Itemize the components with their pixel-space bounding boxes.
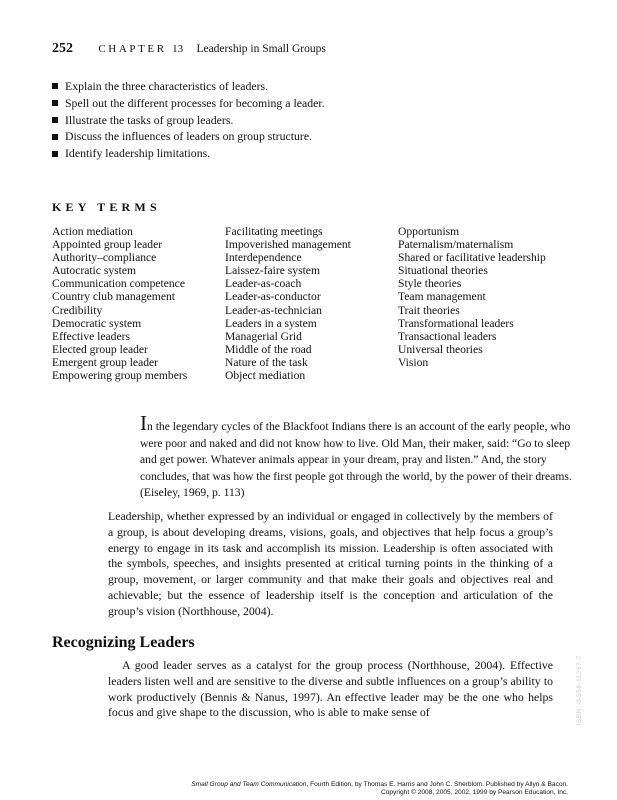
key-term: Empowering group members bbox=[52, 369, 188, 383]
key-term: Laissez-faire system bbox=[225, 264, 320, 278]
square-bullet-icon bbox=[52, 151, 58, 157]
key-term: Opportunism bbox=[398, 225, 460, 238]
key-term: Leaders in a system bbox=[225, 316, 317, 330]
key-term: Team management bbox=[398, 290, 486, 304]
footer-line-1 bbox=[191, 781, 568, 789]
intro-paragraph: Leadership, whether expressed by an individual or engaged in collectively by the members of a group, is about developing dreams, visions, goals, and objectives that help focus a group’s energy to engage in its task and accomplish its mission. Leadership is often associated with the symbols, speeches, and insights presented at critical turning points in the thinking of a group, movement, or larger community and that make their goals and objectives real and achievable; but the essence of leadership itself is the conception and articulation of the group’s vision (Northhouse, 2004). bbox=[108, 509, 553, 618]
key-term: Middle of the road bbox=[225, 342, 312, 356]
key-term: Autocratic system bbox=[52, 264, 137, 278]
key-term: Situational theories bbox=[398, 264, 488, 278]
key-term: Trait theories bbox=[398, 303, 460, 317]
key-term: Style theories bbox=[398, 277, 462, 291]
objective-item: Discuss the influences of leaders on group structure. bbox=[52, 128, 325, 145]
drop-cap: I bbox=[140, 411, 147, 435]
square-bullet-icon bbox=[52, 117, 58, 123]
copyright-footer bbox=[191, 781, 568, 797]
chapter-label: CHAPTER bbox=[98, 43, 167, 55]
key-term: Transactional leaders bbox=[398, 329, 497, 343]
key-term: Communication competence bbox=[52, 277, 185, 291]
isbn-watermark: ISBN: 0-558-11267-7 bbox=[576, 655, 583, 726]
key-terms-column-1 bbox=[52, 225, 187, 382]
chapter-title: Leadership in Small Groups bbox=[196, 43, 326, 55]
footer-line-2: Copyright © 2008, 2005, 2002, 1999 by Pearson Education, Inc. bbox=[380, 789, 568, 796]
key-term: Democratic system bbox=[52, 316, 142, 330]
key-term: Transformational leaders bbox=[398, 316, 514, 330]
section-paragraph: A good leader serves as a catalyst for the group process (Northhouse, 2004). Effective leaders listen well and are sensitive to the diverse and subtle influences on a group’s ability to work productively (Bennis & Nanus, 1997). An effective leader may be the one who helps focus and give shape to the discussion, who is able to make sense of bbox=[108, 658, 553, 720]
key-term: Vision bbox=[398, 355, 429, 369]
square-bullet-icon bbox=[52, 83, 58, 89]
key-term: Leader-as-coach bbox=[225, 277, 302, 291]
key-term: Emergent group leader bbox=[52, 355, 159, 369]
objective-item: Identify leadership limitations. bbox=[52, 145, 325, 162]
objective-item: Illustrate the tasks of group leaders. bbox=[52, 112, 325, 129]
key-term: Impoverished management bbox=[225, 238, 351, 252]
key-term: Nature of the task bbox=[225, 355, 308, 369]
key-term: Authority–compliance bbox=[52, 251, 157, 265]
page-number: 252 bbox=[52, 41, 73, 56]
chapter-number: 13 bbox=[172, 43, 184, 55]
square-bullet-icon bbox=[52, 100, 58, 106]
key-term: Leader-as-technician bbox=[225, 303, 322, 317]
key-term: Action mediation bbox=[52, 225, 133, 238]
key-terms-column-2 bbox=[225, 225, 351, 382]
key-term: Country club management bbox=[52, 290, 175, 304]
key-term: Elected group leader bbox=[52, 342, 148, 356]
key-term: Shared or facilitative leadership bbox=[398, 251, 546, 265]
key-terms-heading: KEY TERMS bbox=[52, 200, 161, 214]
objective-item: Explain the three characteristics of leaders. bbox=[52, 78, 325, 95]
key-term: Credibility bbox=[52, 303, 103, 317]
key-term: Paternalism/maternalism bbox=[398, 238, 514, 252]
objectives-list bbox=[52, 78, 325, 162]
footer-publication: , Fourth Edition, by Thomas E. Harris and John C. Sherblom. Published by Allyn & Bacon. bbox=[306, 781, 568, 788]
key-term: Managerial Grid bbox=[225, 329, 302, 343]
key-term: Facilitating meetings bbox=[225, 225, 323, 238]
epigraph-text: n the legendary cycles of the Blackfoot Indians there is an account of the early people, who were poor and naked and did not know how to live. Old Man, their maker, said: “Go to sleep and get power. Whatever animals appear in your dream, pray and listen.” And, the story concludes, that was how the first people got through the world, by the power of their dreams. (Eiseley, 1969, p. 113) bbox=[140, 420, 572, 499]
key-term: Interdependence bbox=[225, 251, 302, 265]
footer-book-title: Small Group and Team Communication bbox=[191, 781, 307, 788]
key-term: Universal theories bbox=[398, 342, 483, 356]
section-heading: Recognizing Leaders bbox=[52, 634, 195, 651]
square-bullet-icon bbox=[52, 134, 58, 140]
objective-item: Spell out the different processes for becoming a leader. bbox=[52, 95, 325, 112]
key-term: Appointed group leader bbox=[52, 238, 163, 252]
running-head bbox=[52, 40, 326, 57]
key-terms-column-3 bbox=[398, 225, 546, 369]
key-term: Effective leaders bbox=[52, 329, 130, 343]
epigraph-quote bbox=[140, 411, 572, 502]
key-term: Object mediation bbox=[225, 369, 306, 383]
key-term: Leader-as-conductor bbox=[225, 290, 321, 304]
